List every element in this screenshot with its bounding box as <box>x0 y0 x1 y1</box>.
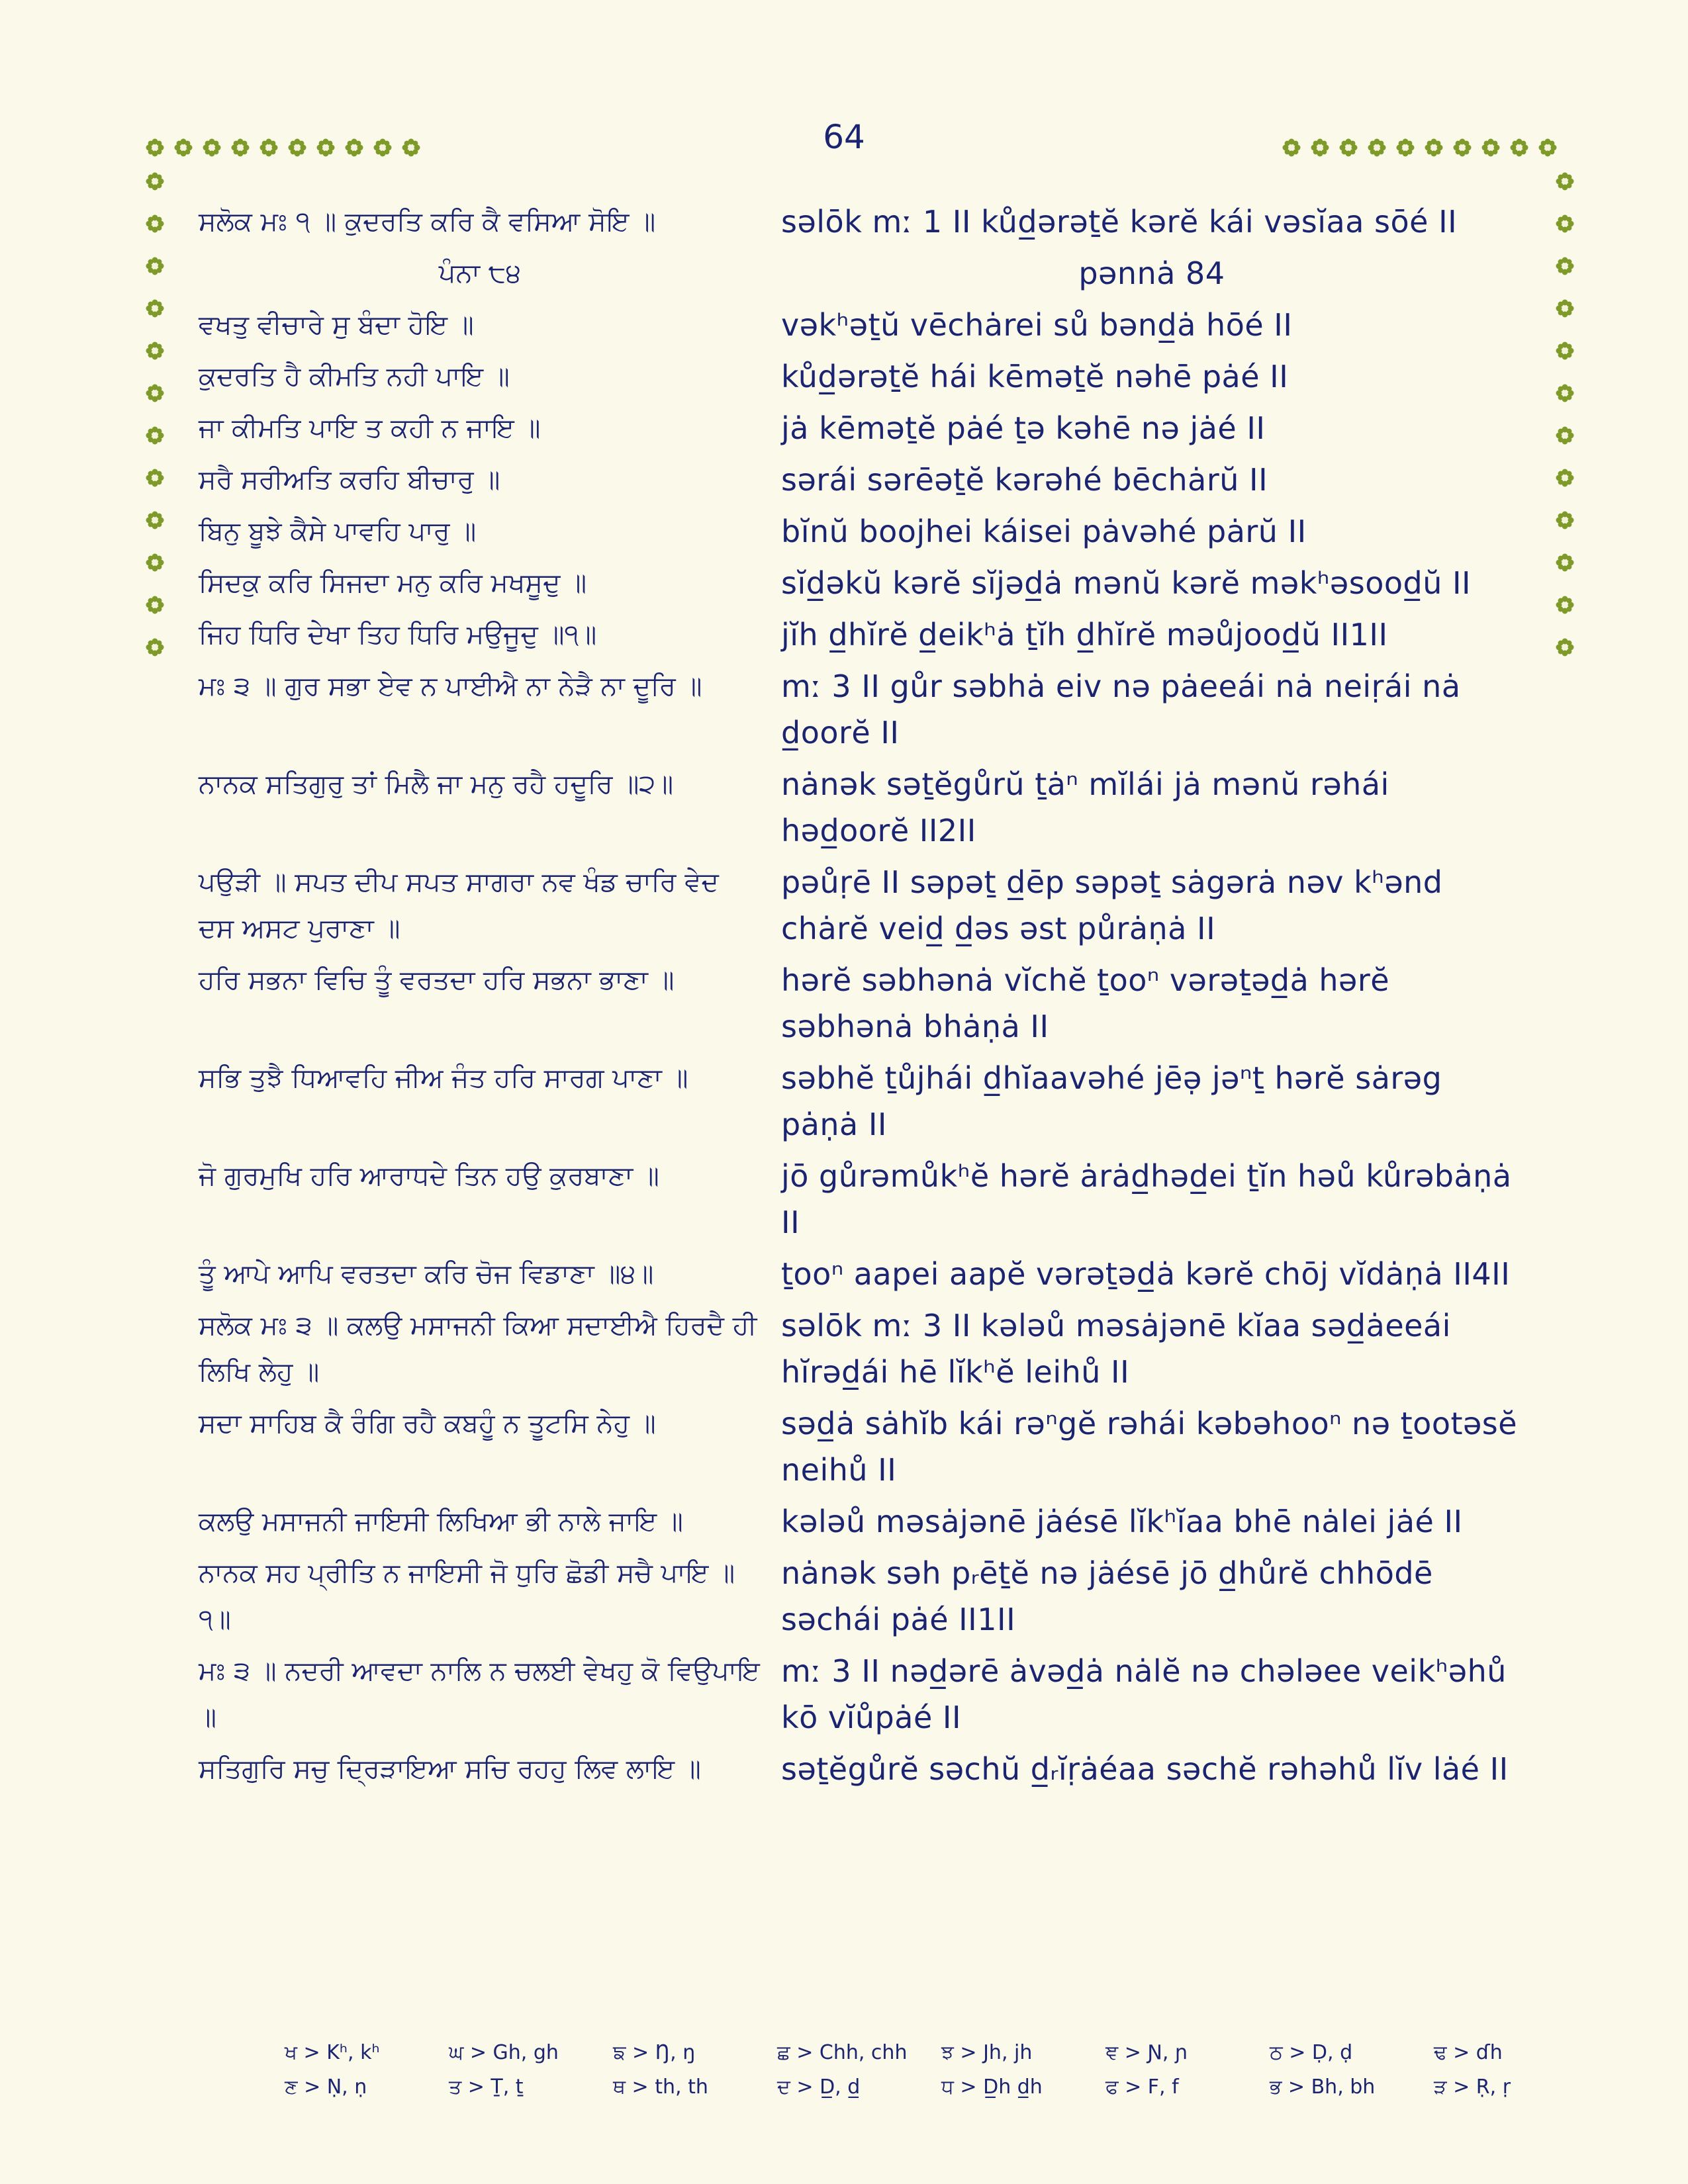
flower-ornament-icon <box>288 138 306 157</box>
flower-ornament-icon <box>402 138 420 157</box>
verse-row <box>199 612 1536 658</box>
flower-ornament-icon <box>1556 257 1574 275</box>
legend-item: ਛ > Chh, chh <box>777 2040 908 2064</box>
gurmukhi-text: ਹਰਿ ਸਭਨਾ ਵਿਚਿ ਤੂੰ ਵਰਤਦਾ ਹਰਿ ਸਭਨਾ ਭਾਣਾ ॥ <box>199 965 675 995</box>
page-heading-row <box>199 250 1536 296</box>
verse-row <box>199 1302 1536 1395</box>
flower-ornament-icon <box>1481 138 1500 157</box>
verse-table <box>199 199 1536 1797</box>
verse-row <box>199 1550 1536 1643</box>
gurmukhi-text: ਜਿਹ ਧਿਰਿ ਦੇਖਾ ਤਿਹ ਧਿਰਿ ਮਉਜੂਦੁ ॥੧॥ <box>199 619 597 650</box>
gurmukhi-text: ਸਲੋਕ ਮਃ ੧ ॥ ਕੁਦਰਤਿ ਕਰਿ ਕੈ ਵਸਿਆ ਸੋਇ ॥ <box>199 206 656 237</box>
flower-ornament-icon <box>146 341 164 360</box>
verse-row <box>199 457 1536 503</box>
verse-row <box>199 1251 1536 1297</box>
gurmukhi-text: ਪਉੜੀ ॥ ਸਪਤ ਦੀਪ ਸਪਤ ਸਾਗਰਾ ਨਵ ਖੰਡ ਚਾਰਿ ਵੇਦ ਦਸ ਅਸਟ ਪੁਰਾਣਾ ॥ <box>199 867 727 944</box>
flower-ornament-icon <box>1556 469 1574 487</box>
gurmukhi-text: ਸਲੋਕ ਮਃ ੩ ॥ ਕਲਉ ਮਸਾਜਨੀ ਕਿਆ ਸਦਾਈਐ ਹਿਰਦੈ ਹੀ ਲਿਖਿ ਲੇਹੁ ॥ <box>199 1310 766 1387</box>
flower-ornament-icon <box>259 138 278 157</box>
gurmukhi-text: ਜਾ ਕੀਮਤਿ ਪਾਇ ਤ ਕਹੀ ਨ ਜਾਇ ॥ <box>199 413 541 443</box>
gurmukhi-text: ਸਤਿਗੁਰਿ ਸਚੁ ਦ੍ਰਿੜਾਇਆ ਸਚਿ ਰਹਹੁ ਲਿਵ ਲਾਇ ॥ <box>199 1754 701 1784</box>
legend-item: ੜ > Ṛ, ṛ <box>1434 2075 1511 2099</box>
gurmukhi-text: ਨਾਨਕ ਸਤਿਗੁਰੁ ਤਾਂ ਮਿਲੈ ਜਾ ਮਨੁ ਰਹੈ ਹਦੂਰਿ ॥੨॥ <box>199 769 674 799</box>
transliteration-text: kələů məsȧjənē jȧésē lĭkʰĭaa bhē nȧlei jȧé II <box>781 1504 1463 1539</box>
legend-row <box>285 2070 1511 2104</box>
verse-row <box>199 353 1536 400</box>
flower-ornament-icon <box>146 638 164 657</box>
flower-ornament-icon <box>1556 384 1574 402</box>
flower-ornament-icon <box>316 138 335 157</box>
verse-row <box>199 1055 1536 1148</box>
flower-ornament-icon <box>1368 138 1386 157</box>
transliteration-text: səṯĕgůrĕ səchŭ d̲ᵣĭṛȧéaa səchĕ rəhəhů lĭv lȧé II <box>781 1751 1509 1787</box>
legend-item: ਫ > F, f <box>1105 2075 1179 2099</box>
gurmukhi-text: ਮਃ ੩ ॥ ਗੁਰ ਸਭਾ ਏਵ ਨ ਪਾਈਐ ਨਾ ਨੇੜੈ ਨਾ ਦੂਰਿ ॥ <box>199 671 702 702</box>
verse-row <box>199 859 1536 952</box>
transliteration-text: mː 3 II nəd̲ərē ȧvəd̲ȧ nȧlĕ nə chələee veikʰəhů kō vĭůpȧé II <box>781 1653 1517 1735</box>
transliteration-text: sərái sərēəṯĕ kərəhé bēchȧrŭ II <box>781 462 1268 498</box>
flower-ornament-icon <box>146 257 164 275</box>
page-number: 64 <box>823 118 865 156</box>
transliteration-text: səlōk mː 1 II kůd̲ərəṯĕ kərĕ kái vəsĭaa sōé II <box>781 204 1458 240</box>
gurmukhi-text: ਮਃ ੩ ॥ ਨਦਰੀ ਆਵਦਾ ਨਾਲਿ ਨ ਚਲਈ ਵੇਖਹੁ ਕੋ ਵਿਉਪਾਇ ॥ <box>199 1656 769 1733</box>
gurmukhi-text: ਕੁਦਰਤਿ ਹੈ ਕੀਮਤਿ ਨਹੀ ਪਾਇ ॥ <box>199 361 510 392</box>
verse-row <box>199 1648 1536 1741</box>
gurmukhi-text: ਸਿਦਕੁ ਕਰਿ ਸਿਜਦਾ ਮਨੁ ਕਰਿ ਮਖਸੂਦੁ ॥ <box>199 568 587 598</box>
gurmukhi-text: ਨਾਨਕ ਸਹ ਪ੍ਰੀਤਿ ਨ ਜਾਇਸੀ ਜੋ ਧੁਰਿ ਛੋਡੀ ਸਚੈ ਪਾਇ ॥੧॥ <box>199 1558 735 1635</box>
transliteration-text: jō gůrəmůkʰĕ hərĕ ȧrȧd̲həd̲ei ṯĭn həů kůrəbȧṇȧ II <box>781 1158 1522 1240</box>
flower-ornament-icon <box>1510 138 1528 157</box>
verse-row <box>199 1498 1536 1545</box>
transliteration-text: pənnȧ 84 <box>1078 255 1225 291</box>
flower-ornament-icon <box>1556 553 1574 572</box>
transliteration-text: nȧnək səṯĕgůrŭ ṯȧⁿ mĭlái jȧ mənŭ rəhái həd̲oorĕ II2II <box>781 766 1399 848</box>
transliteration-text: vəkʰəṯŭ vēchȧrei sů bənd̲ȧ hōé II <box>781 307 1293 343</box>
legend-row <box>285 2035 1503 2070</box>
legend-item: ਥ > th, th <box>613 2075 708 2099</box>
verse-row <box>199 1746 1536 1792</box>
flower-ornament-icon <box>1556 638 1574 657</box>
flower-ornament-icon <box>1538 138 1557 157</box>
gurmukhi-text: ਸਭਿ ਤੁਝੈ ਧਿਆਵਹਿ ਜੀਅ ਜੰਤ ਹਰਿ ਸਾਰਗ ਪਾਣਾ ॥ <box>199 1063 688 1093</box>
flower-ornament-icon <box>1556 426 1574 445</box>
flower-ornament-icon <box>146 299 164 318</box>
verse-row <box>199 508 1536 555</box>
transliteration-text: kůd̲ərəṯĕ hái kēməṯĕ nəhē pȧé II <box>781 359 1289 394</box>
flower-ornament-icon <box>146 214 164 233</box>
gurmukhi-text: ਬਿਨੁ ਬੂਝੇ ਕੈਸੇ ਪਾਵਹਿ ਪਾਰੁ ॥ <box>199 516 477 547</box>
legend-item: ਝ > Jh, jh <box>941 2040 1033 2064</box>
gurmukhi-text: ਤੂੰ ਆਪੇ ਆਪਿ ਵਰਤਦਾ ਕਰਿ ਚੋਜ ਵਿਡਾਣਾ ॥੪॥ <box>199 1259 654 1289</box>
flower-ornament-icon <box>1556 511 1574 529</box>
legend-item: ਘ > Gh, gh <box>449 2040 559 2064</box>
flower-ornament-icon <box>146 426 164 445</box>
flower-ornament-icon <box>231 138 250 157</box>
verse-row <box>199 560 1536 606</box>
legend-item: ਠ > Ḍ, ḍ <box>1270 2040 1353 2064</box>
flower-ornament-icon <box>146 511 164 529</box>
flower-ornament-icon <box>1282 138 1301 157</box>
transliteration-text: mː 3 II gůr səbhȧ eiv nə pȧeeái nȧ neiṛái nȧ d̲oorĕ II <box>781 668 1471 751</box>
transliteration-text: pəůṛē II səpəṯ d̲ēp səpəṯ sȧgərȧ nəv kʰənd chȧrĕ veid̲ d̲əs əst půrȧṇȧ II <box>781 864 1453 946</box>
legend-item: ਭ > Bh, bh <box>1270 2075 1376 2099</box>
transliteration-text: səd̲ȧ sȧhĭb kái rəⁿgĕ rəhái kəbəhooⁿ nə ṯootəsĕ neihů II <box>781 1406 1528 1488</box>
verse-row <box>199 302 1536 348</box>
transliteration-text: hərĕ səbhənȧ vĭchĕ ṯooⁿ vərəṯəd̲ȧ hərĕ səbhənȧ bhȧṇȧ II <box>781 962 1400 1044</box>
flower-ornament-icon <box>146 138 164 157</box>
gurmukhi-text: ਸਦਾ ਸਾਹਿਬ ਕੈ ਰੰਗਿ ਰਹੈ ਕਬਹੂੰ ਨ ਤੂਟਸਿ ਨੇਹੁ ॥ <box>199 1408 656 1439</box>
flower-ornament-icon <box>146 469 164 487</box>
gurmukhi-text: ਪੰਨਾ ੮੪ <box>438 258 522 289</box>
verse-row <box>199 957 1536 1050</box>
flower-ornament-icon <box>1556 341 1574 360</box>
verse-row <box>199 1400 1536 1493</box>
transliteration-text: səlōk mː 3 II kələů məsȧjənē kĭaa səd̲ȧeeái hĭrəd̲ái hē lĭkʰĕ leihů II <box>781 1308 1462 1390</box>
flower-ornament-icon <box>1556 172 1574 191</box>
verse-row <box>199 405 1536 451</box>
flower-ornament-icon <box>1311 138 1329 157</box>
transliteration-text: səbhĕ ṯůjhái d̲hĭaavəhé jēə̣ jəⁿṯ hərĕ sȧrəg pȧṇȧ II <box>781 1060 1452 1142</box>
legend-item: ਖ > Kʰ, kʰ <box>285 2040 380 2064</box>
legend-item: ਙ > Ŋ, ŋ <box>613 2040 696 2064</box>
flower-ornament-icon <box>1556 596 1574 614</box>
transliteration-text: ṯooⁿ aapei aapĕ vərəṯəd̲ȧ kərĕ chōj vĭdȧṇȧ II4II <box>781 1256 1511 1292</box>
verse-row <box>199 663 1536 756</box>
gurmukhi-text: ਸਰੈ ਸਰੀਅਤਿ ਕਰਹਿ ਬੀਚਾਰੁ ॥ <box>199 465 500 495</box>
flower-ornament-icon <box>1339 138 1358 157</box>
legend-item: ਤ > Ṯ, ṯ <box>449 2075 524 2099</box>
gurmukhi-text: ਕਲਉ ਮਸਾਜਨੀ ਜਾਇਸੀ ਲਿਖਿਆ ਭੀ ਨਾਲੇ ਜਾਇ ॥ <box>199 1506 683 1537</box>
flower-ornament-icon <box>146 596 164 614</box>
legend-item: ਣ > Ṇ, ṇ <box>285 2075 367 2099</box>
flower-ornament-icon <box>373 138 392 157</box>
verse-row <box>199 199 1536 245</box>
flower-ornament-icon <box>1556 214 1574 233</box>
transliteration-text: jĭh d̲hĭrĕ d̲eikʰȧ ṯĭh d̲hĭrĕ məůjood̲ŭ II1II <box>781 617 1388 653</box>
flower-ornament-icon <box>146 553 164 572</box>
transliteration-text: sĭd̲əkŭ kərĕ sĭjəd̲ȧ mənŭ kərĕ məkʰəsood̲ŭ II <box>781 565 1472 601</box>
transliteration-text: nȧnək səh pᵣēṯĕ nə jȧésē jō d̲hůrĕ chhōdē səchái pȧé II1II <box>781 1555 1443 1637</box>
flower-ornament-icon <box>1425 138 1443 157</box>
flower-ornament-icon <box>146 172 164 191</box>
flower-ornament-icon <box>174 138 193 157</box>
verse-row <box>199 761 1536 854</box>
gurmukhi-text: ਜੋ ਗੁਰਮੁਖਿ ਹਰਿ ਆਰਾਧਦੇ ਤਿਨ ਹਉ ਕੁਰਬਾਣਾ ॥ <box>199 1161 659 1191</box>
flower-ornament-icon <box>1396 138 1415 157</box>
transliteration-text: jȧ kēməṯĕ pȧé ṯə kəhē nə jȧé II <box>781 410 1266 446</box>
transliteration-legend <box>285 2035 1511 2104</box>
flower-ornament-icon <box>146 384 164 402</box>
flower-ornament-icon <box>203 138 221 157</box>
legend-item: ਢ > ɗh <box>1434 2040 1503 2064</box>
transliteration-text: bĭnŭ boojhei káisei pȧvəhé pȧrŭ II <box>781 514 1307 549</box>
flower-ornament-icon <box>1556 299 1574 318</box>
flower-ornament-icon <box>1453 138 1472 157</box>
gurmukhi-text: ਵਖਤੁ ਵੀਚਾਰੇ ਸੁ ਬੰਦਾ ਹੋਇ ॥ <box>199 310 474 340</box>
legend-item: ਦ > D̲, d̲ <box>777 2075 861 2099</box>
legend-item: ਧ > D̲h d̲h <box>941 2075 1043 2099</box>
flower-ornament-icon <box>345 138 363 157</box>
legend-item: ਞ > Ɲ, ɲ <box>1105 2040 1188 2064</box>
verse-row <box>199 1153 1536 1246</box>
